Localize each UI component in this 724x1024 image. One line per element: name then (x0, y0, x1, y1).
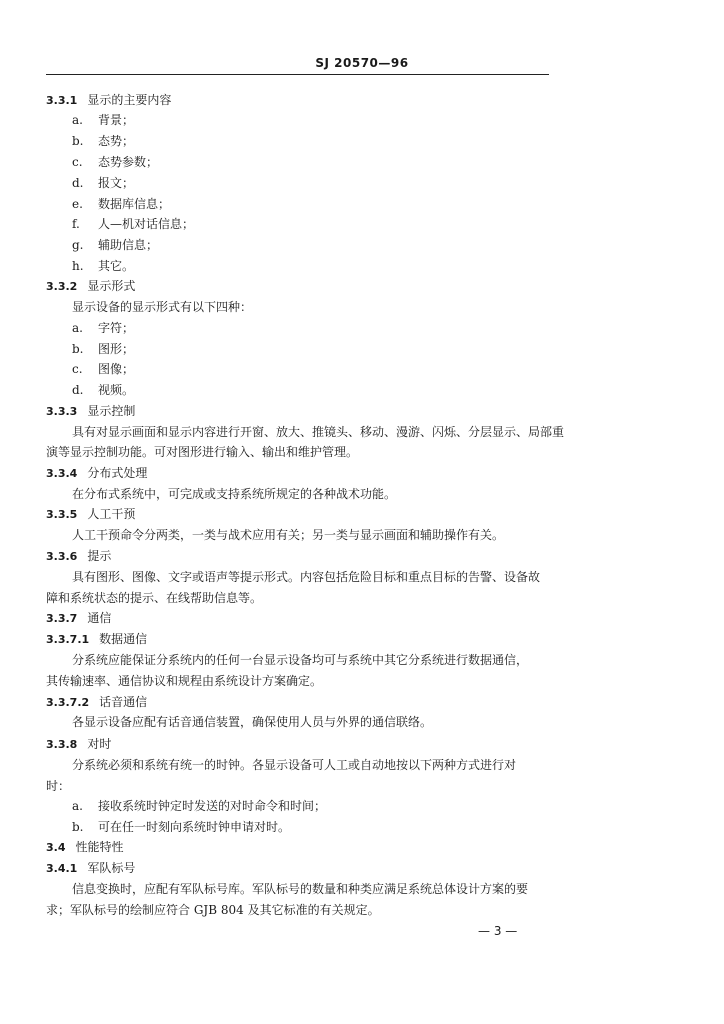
list-item: e. 数据库信息； (72, 197, 171, 211)
paragraph: 求；军队标号的绘制应符合 GJB 804 及其它标准的有关规定。 (46, 903, 380, 917)
paragraph: 显示设备的显示形式有以下四种： (72, 300, 253, 314)
list-item: c. 图像； (72, 362, 135, 376)
list-item: a. 接收系统时钟定时发送的对时命令和时间； (72, 799, 327, 813)
list-item: h. 其它。 (72, 259, 135, 273)
section-heading-3-3-5: 3.3.5 人工干预 (46, 507, 136, 521)
section-heading-3-3-2: 3.3.2 显示形式 (46, 279, 136, 293)
section-heading-3-3-3: 3.3.3 显示控制 (46, 404, 136, 418)
list-item: g. 辅助信息； (72, 238, 159, 252)
section-heading-3-3-7-2: 3.3.7.2 话音通信 (46, 695, 148, 709)
paragraph: 人工干预命令分两类，一类与战术应用有关；另一类与显示画面和辅助操作有关。 (72, 528, 505, 542)
paragraph: 具有对显示画面和显示内容进行开窗、放大、推镜头、移动、漫游、闪烁、分层显示、局部重 (72, 425, 565, 439)
paragraph: 在分布式系统中，可完成或支持系统所规定的各种战术功能。 (72, 487, 397, 501)
paragraph: 分系统应能保证分系统内的任何一台显示设备均可与系统中其它分系统进行数据通信， (72, 653, 529, 667)
section-heading-3-4: 3.4 性能特性 (46, 840, 124, 854)
paragraph: 各显示设备应配有话音通信装置，确保使用人员与外界的通信联络。 (72, 715, 433, 729)
paragraph: 信息变换时，应配有军队标号库。军队标号的数量和种类应满足系统总体设计方案的要 (72, 882, 529, 896)
list-item: b. 态势； (72, 134, 135, 148)
section-heading-3-3-7: 3.3.7 通信 (46, 611, 112, 625)
paragraph: 具有图形、图像、文字或语声等提示形式。内容包括危险目标和重点目标的告警、设备故 (72, 570, 541, 584)
list-item: a. 背景； (72, 113, 135, 127)
section-heading-3-4-1: 3.4.1 军队标号 (46, 861, 136, 875)
paragraph: 分系统必须和系统有统一的时钟。各显示设备可人工或自动地按以下两种方式进行对 (72, 758, 517, 772)
paragraph: 其传输速率、通信协议和规程由系统设计方案确定。 (46, 674, 323, 688)
page-number: — 3 — (478, 924, 518, 938)
section-title: 显示的主要内容 (87, 93, 172, 107)
list-item: b. 可在任一时刻向系统时钟申请对时。 (72, 820, 291, 834)
section-heading-3-3-7-1: 3.3.7.1 数据通信 (46, 632, 148, 646)
section-heading-3-3-4: 3.3.4 分布式处理 (46, 466, 148, 480)
header-rule (46, 74, 549, 75)
list-item: d. 视频。 (72, 383, 135, 397)
paragraph: 时： (46, 779, 71, 793)
paragraph: 障和系统状态的提示、在线帮助信息等。 (46, 591, 263, 605)
section-heading-3-3-1 (46, 92, 171, 109)
document-id-header: SJ 20570—96 (315, 56, 409, 70)
paragraph: 演等显示控制功能。可对图形进行输入、输出和维护管理。 (46, 445, 359, 459)
list-item: a. 字符； (72, 321, 135, 335)
list-item: f. 人—机对话信息； (72, 217, 195, 231)
list-item: c. 态势参数； (72, 155, 159, 169)
list-item: d. 报文； (72, 176, 135, 190)
section-number: 3.3.1 (46, 94, 78, 107)
list-item: b. 图形； (72, 342, 135, 356)
section-heading-3-3-8: 3.3.8 对时 (46, 737, 112, 751)
section-heading-3-3-6: 3.3.6 提示 (46, 549, 112, 563)
